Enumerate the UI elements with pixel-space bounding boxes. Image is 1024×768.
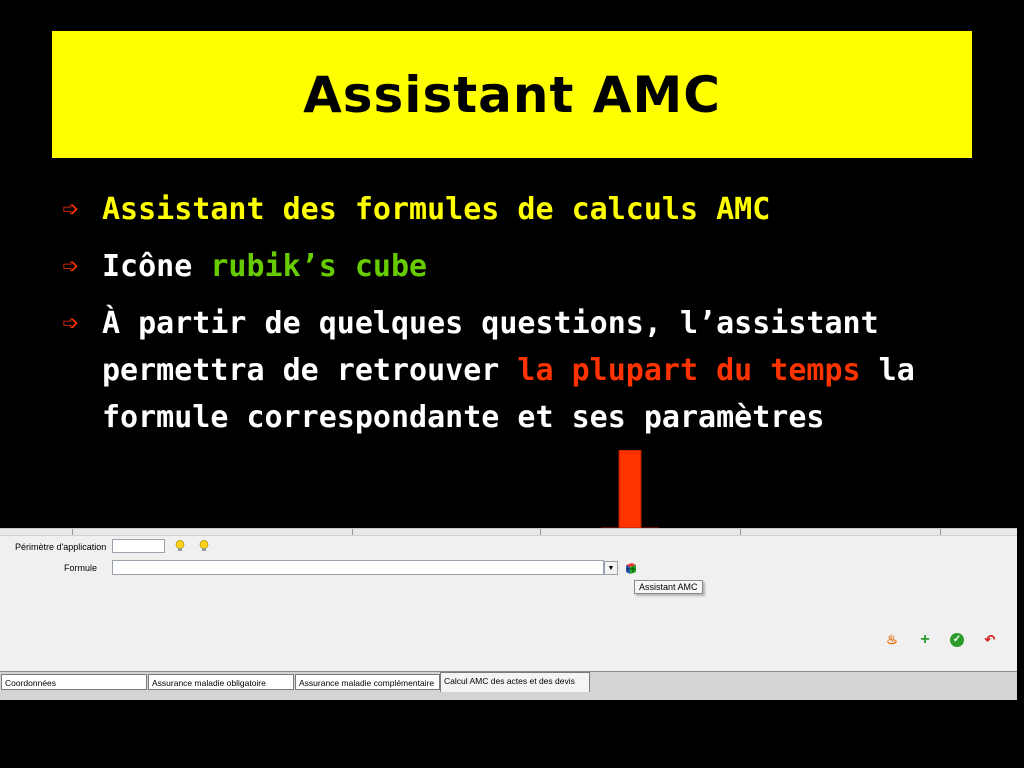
formule-label: Formule	[64, 563, 98, 573]
perimetre-input[interactable]	[112, 539, 165, 553]
bullet-1	[62, 186, 962, 233]
bullet-3-highlight: la plupart du temps	[517, 353, 861, 388]
rubiks-cube-icon[interactable]	[624, 561, 638, 575]
bullet-2-highlight: rubik’s cube	[210, 249, 428, 284]
lightbulb-icon[interactable]	[199, 540, 209, 552]
chevron-down-icon[interactable]: ▼	[604, 561, 618, 575]
perimetre-label: Périmètre d'application	[15, 542, 107, 552]
slide-title-box	[52, 31, 972, 158]
plus-icon[interactable]: +	[920, 631, 930, 648]
slide-title: Assistant AMC	[303, 65, 721, 124]
undo-icon[interactable]: ↶	[984, 632, 996, 647]
tab-amc[interactable]: Assurance maladie complémentaire	[295, 674, 440, 690]
arrow-bullet-icon: ➩	[62, 250, 79, 283]
panel-header-strip	[0, 529, 1017, 536]
assistant-tooltip: Assistant AMC	[634, 580, 703, 594]
tab-amo[interactable]: Assurance maladie obligatoire	[148, 674, 294, 690]
bullet-3-part2: la formule correspondante et ses paramètres	[102, 353, 915, 435]
formule-select[interactable]	[112, 560, 604, 575]
arrow-bullet-icon: ➩	[62, 307, 79, 340]
tab-calcul-amc[interactable]: Calcul AMC des actes et des devis	[440, 672, 590, 692]
tab-bar	[0, 671, 1017, 700]
bullet-2-prefix: Icône	[102, 249, 211, 284]
lightbulb-icon[interactable]	[175, 540, 185, 552]
fire-icon[interactable]: ♨	[886, 632, 898, 647]
check-icon[interactable]: ✓	[950, 633, 964, 647]
app-panel	[0, 528, 1017, 699]
bullet-2	[62, 243, 962, 290]
bullet-3-part1: À partir de quelques questions, l’assistant permettra de retrouver	[102, 306, 879, 388]
tab-coordonnees[interactable]: Coordonnées	[1, 674, 147, 690]
bullet-1-text: Assistant des formules de calculs AMC	[102, 192, 771, 227]
bullet-3	[62, 300, 962, 441]
arrow-bullet-icon: ➩	[62, 193, 79, 226]
bullet-list	[62, 186, 962, 451]
